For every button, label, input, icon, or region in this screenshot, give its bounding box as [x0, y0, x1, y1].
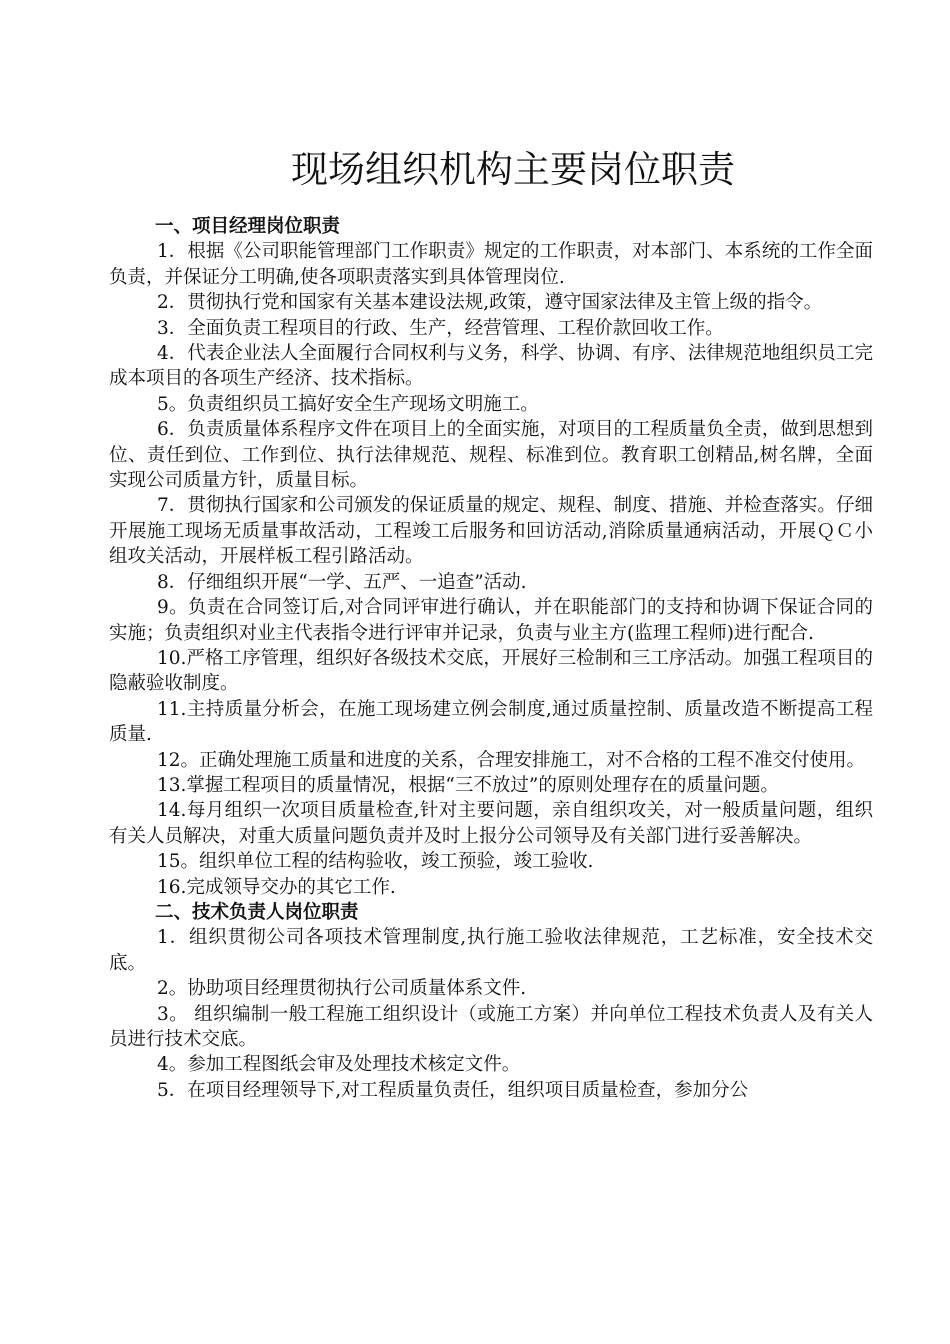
- duty-item: 5．在项目经理领导下,对工程质量负责任，组织项目质量检查，参加分公: [157, 1079, 749, 1101]
- duty-item: 1．组织贯彻公司各项技术管理制度,执行施工验收法律规范，工艺标准，安全技术交底。: [109, 927, 873, 974]
- duty-item: 15。组织单位工程的结构验收，竣工预验，竣工验收.: [157, 851, 594, 873]
- duty-item: 9。负责在合同签订后,对合同评审进行确认，并在职能部门的支持和协调下保证合同的实施；负责组织对业主代表指令进行评审并记录，负责与业主方(监理工程师)进行配合.: [109, 597, 873, 644]
- duty-item: 4．代表企业法人全面履行合同权利与义务，科学、协调、有序、法律规范地组织员工完成本项目的各项生产经济、技术指标。: [109, 343, 873, 390]
- duty-item: 14.每月组织一次项目质量检查,针对主要问题，亲自组织攻关，对一般质量问题，组织有关人员解决，对重大质量问题负责并及时上报分公司领导及有关部门进行妥善解决。: [109, 800, 873, 847]
- duty-item: 3．全面负责工程项目的行政、生产，经营管理、工程价款回收工作。: [157, 317, 724, 339]
- duty-item: 5。负责组织员工搞好安全生产现场文明施工。: [157, 393, 539, 415]
- section-technical-lead: [109, 900, 873, 1103]
- duty-item: 6．负责质量体系程序文件在项目上的全面实施，对项目的工程质量负全责，做到思想到位、责任到位、工作到位、执行法律规范、规程、标准到位。教育职工创精品,树名牌，全面实现公司质量方针，质量目标。: [109, 419, 873, 492]
- duty-item: 3。 组织编制一般工程施工组织设计（或施工方案）并向单位工程技术负责人及有关人员进行技术交底。: [109, 1003, 873, 1050]
- duty-item: 13.掌握工程项目的质量情况，根据“三不放过”的原则处理存在的质量问题。: [157, 774, 779, 796]
- duty-item: 16.完成领导交办的其它工作.: [157, 876, 396, 898]
- duty-item: 10.严格工序管理，组织好各级技术交底，开展好三检制和三工序活动。加强工程项目的隐蔽验收制度。: [109, 647, 873, 695]
- duty-item: 2。协助项目经理贯彻执行公司质量体系文件.: [157, 978, 527, 1000]
- duty-item: 4。参加工程图纸会审及处理技术核定文件。: [157, 1054, 521, 1076]
- duty-item: 8．仔细组织开展“一学、五严、一追查”活动.: [157, 571, 527, 593]
- duty-item: 2．贯彻执行党和国家有关基本建设法规,政策，遵守国家法律及主管上级的指令。: [157, 292, 823, 314]
- duty-item: 1．根据《公司职能管理部门工作职责》规定的工作职责，对本部门、本系统的工作全面负责，并保证分工明确,使各项职责落实到具体管理岗位.: [109, 241, 873, 288]
- document-title: 现场组织机构主要岗位职责: [291, 148, 735, 191]
- section-heading: 二、技术负责人岗位职责: [155, 901, 359, 923]
- duty-item: 12。正确处理施工质量和进度的关系，合理安排施工，对不合格的工程不准交付使用。: [157, 749, 866, 771]
- section-heading: 一、项目经理岗位职责: [155, 216, 341, 237]
- duty-item: 11.主持质量分析会，在施工现场建立例会制度,通过质量控制、质量改造不断提高工程质量.: [109, 698, 873, 746]
- duty-item: 7．贯彻执行国家和公司颁发的保证质量的规定、规程、制度、措施、并检查落实。仔细开展施工现场无质量事故活动，工程竣工后服务和回访活动,消除质量通病活动，开展ＱＣ小组攻关活动，开展样板工程引路活动。: [109, 495, 873, 568]
- document-body: [109, 214, 873, 1103]
- section-project-manager: [109, 214, 873, 900]
